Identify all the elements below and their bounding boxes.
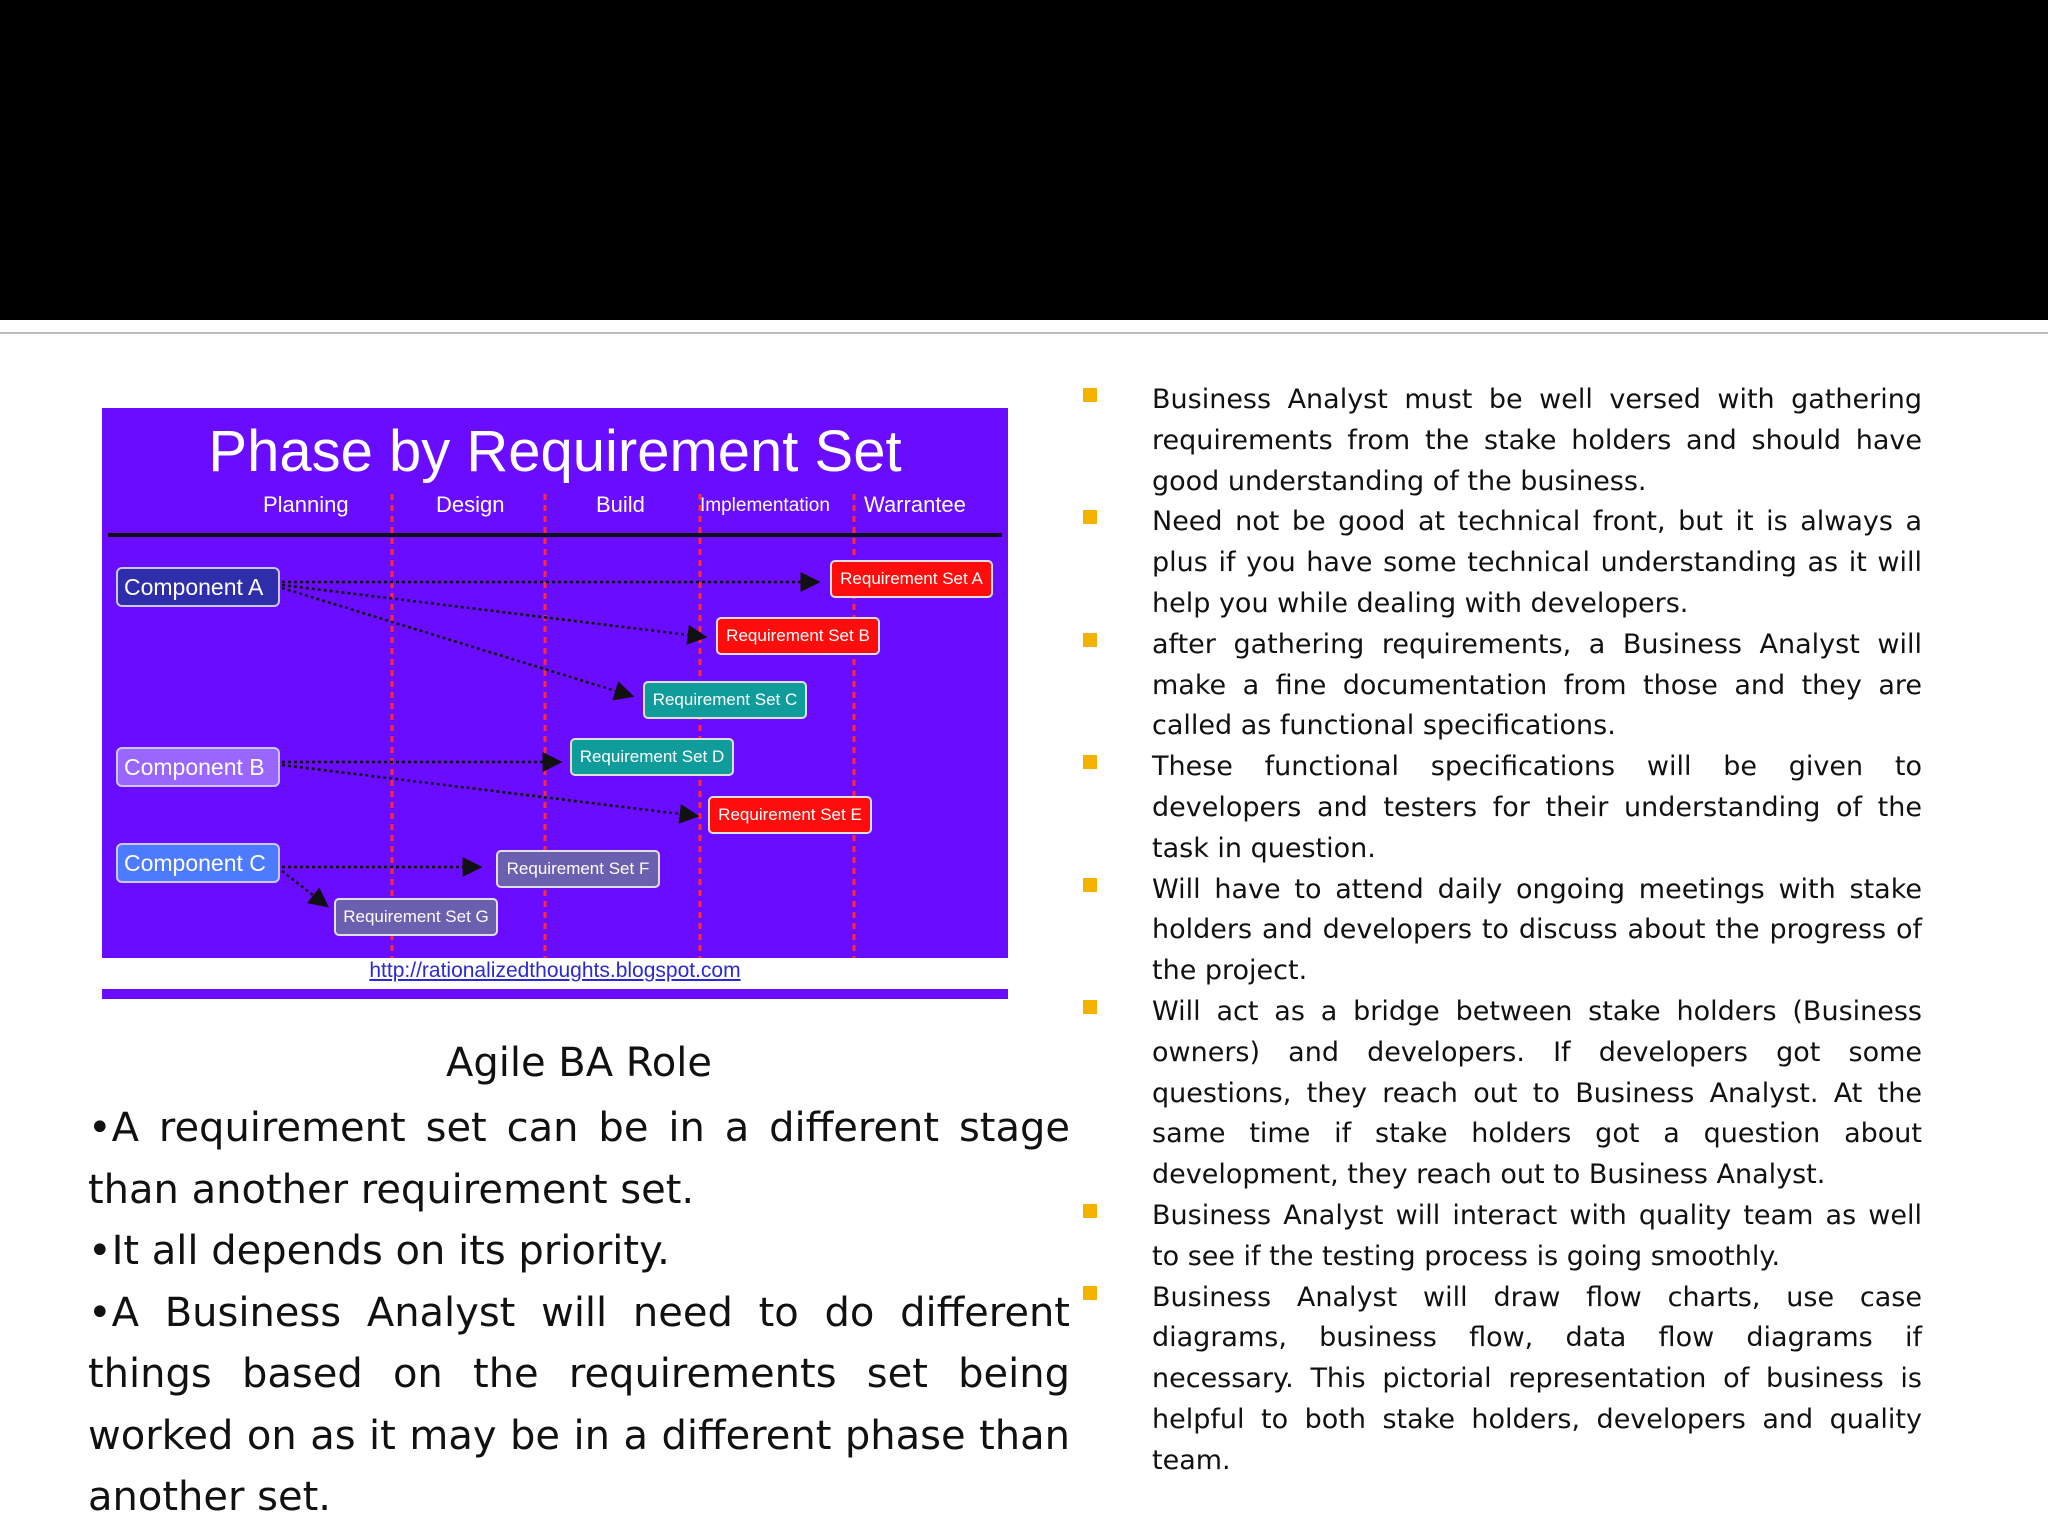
phase-design: Design: [436, 492, 505, 517]
left-paragraph: •A requirement set can be in a different stage than another requirement set.: [88, 1105, 1070, 1213]
list-item: [1070, 625, 1922, 747]
phase-implementation: Implementation: [700, 495, 830, 516]
list-item-text: Business Analyst will interact with quality team as well to see if the testing process is going smoothly.: [1152, 1199, 1922, 1272]
arrow-a-to-set-c: [282, 588, 632, 696]
bullet-square-icon: [1083, 1000, 1097, 1014]
bullet-square-icon: [1083, 388, 1097, 402]
requirement-set-b: Requirement Set B: [716, 617, 880, 655]
bullet-square-icon: [1083, 633, 1097, 647]
left-body: [88, 1098, 1070, 1529]
bullet-square-icon: [1083, 510, 1097, 524]
responsibility-list: [1070, 380, 1922, 1482]
component-b: Component B: [116, 747, 280, 787]
phase-dividers: [392, 494, 854, 958]
component-c: Component C: [116, 843, 280, 883]
arrow-c-to-set-g: [282, 871, 327, 906]
requirement-set-a: Requirement Set A: [830, 560, 993, 598]
bullet-square-icon: [1083, 755, 1097, 769]
title-bar: [0, 0, 2048, 320]
arrow-a-to-set-b: [282, 585, 705, 637]
phase-warrantee: Warrantee: [864, 492, 966, 517]
left-paragraph: •It all depends on its priority.: [88, 1228, 670, 1274]
phase-build: Build: [596, 492, 645, 517]
section-title: Agile BA Role: [445, 1040, 712, 1086]
list-item: [1070, 747, 1922, 869]
list-item-text: These functional specifications will be given to developers and testers for their understanding of the task in question.: [1152, 751, 1922, 864]
component-a: Component A: [116, 567, 280, 607]
phase-planning: Planning: [263, 492, 349, 517]
diagram-bottom-strip: [102, 989, 1008, 999]
divider-line: [0, 332, 2048, 334]
list-item-text: Will act as a bridge between stake holders (Business owners) and developers. If developers got some questions, they reach out to Business Analyst. At the same time if stake holders got a question about development, they reach out to Business Analyst.: [1152, 995, 1922, 1191]
list-item: [1070, 1196, 1922, 1278]
list-item: [1070, 380, 1922, 502]
requirement-set-f: Requirement Set F: [496, 850, 660, 888]
list-item: [1070, 1278, 1922, 1482]
list-item-text: after gathering requirements, a Business Analyst will make a fine documentation from those and they are called as functional specifications.: [1152, 628, 1922, 742]
list-item-text: Will have to attend daily ongoing meetings with stake holders and developers to discuss about the progress of the project.: [1152, 873, 1922, 987]
diagram-title: Phase by Requirement Set: [208, 419, 902, 484]
phase-diagram: [102, 408, 1008, 958]
bullet-square-icon: [1083, 1286, 1097, 1300]
requirement-set-c: Requirement Set C: [643, 681, 807, 719]
left-paragraph: •A Business Analyst will need to do different things based on the requirements set being worked on as it may be in a different phase than another set.: [88, 1289, 1070, 1520]
list-item-text: Business Analyst will draw flow charts, use case diagrams, business flow, data flow diagrams if necessary. This pictorial representation of business is helpful to both stake holders, developers and quality team.: [1152, 1281, 1922, 1476]
list-item: [1070, 502, 1922, 624]
bullet-square-icon: [1083, 1204, 1097, 1218]
requirement-set-d: Requirement Set D: [570, 738, 734, 776]
bullet-square-icon: [1083, 878, 1097, 892]
requirement-set-g: Requirement Set G: [334, 898, 498, 936]
list-item-text: Need not be good at technical front, but it is always a plus if you have some technical understanding as it will help you while dealing with developers.: [1152, 506, 1922, 619]
list-item-text: Business Analyst must be well versed with gathering requirements from the stake holders and should have good understanding of the business.: [1152, 384, 1922, 497]
list-item: [1070, 870, 1922, 992]
source-link[interactable]: http://rationalizedthoughts.blogspot.com: [369, 959, 741, 982]
requirement-set-e: Requirement Set E: [708, 796, 872, 834]
list-item: [1070, 992, 1922, 1196]
